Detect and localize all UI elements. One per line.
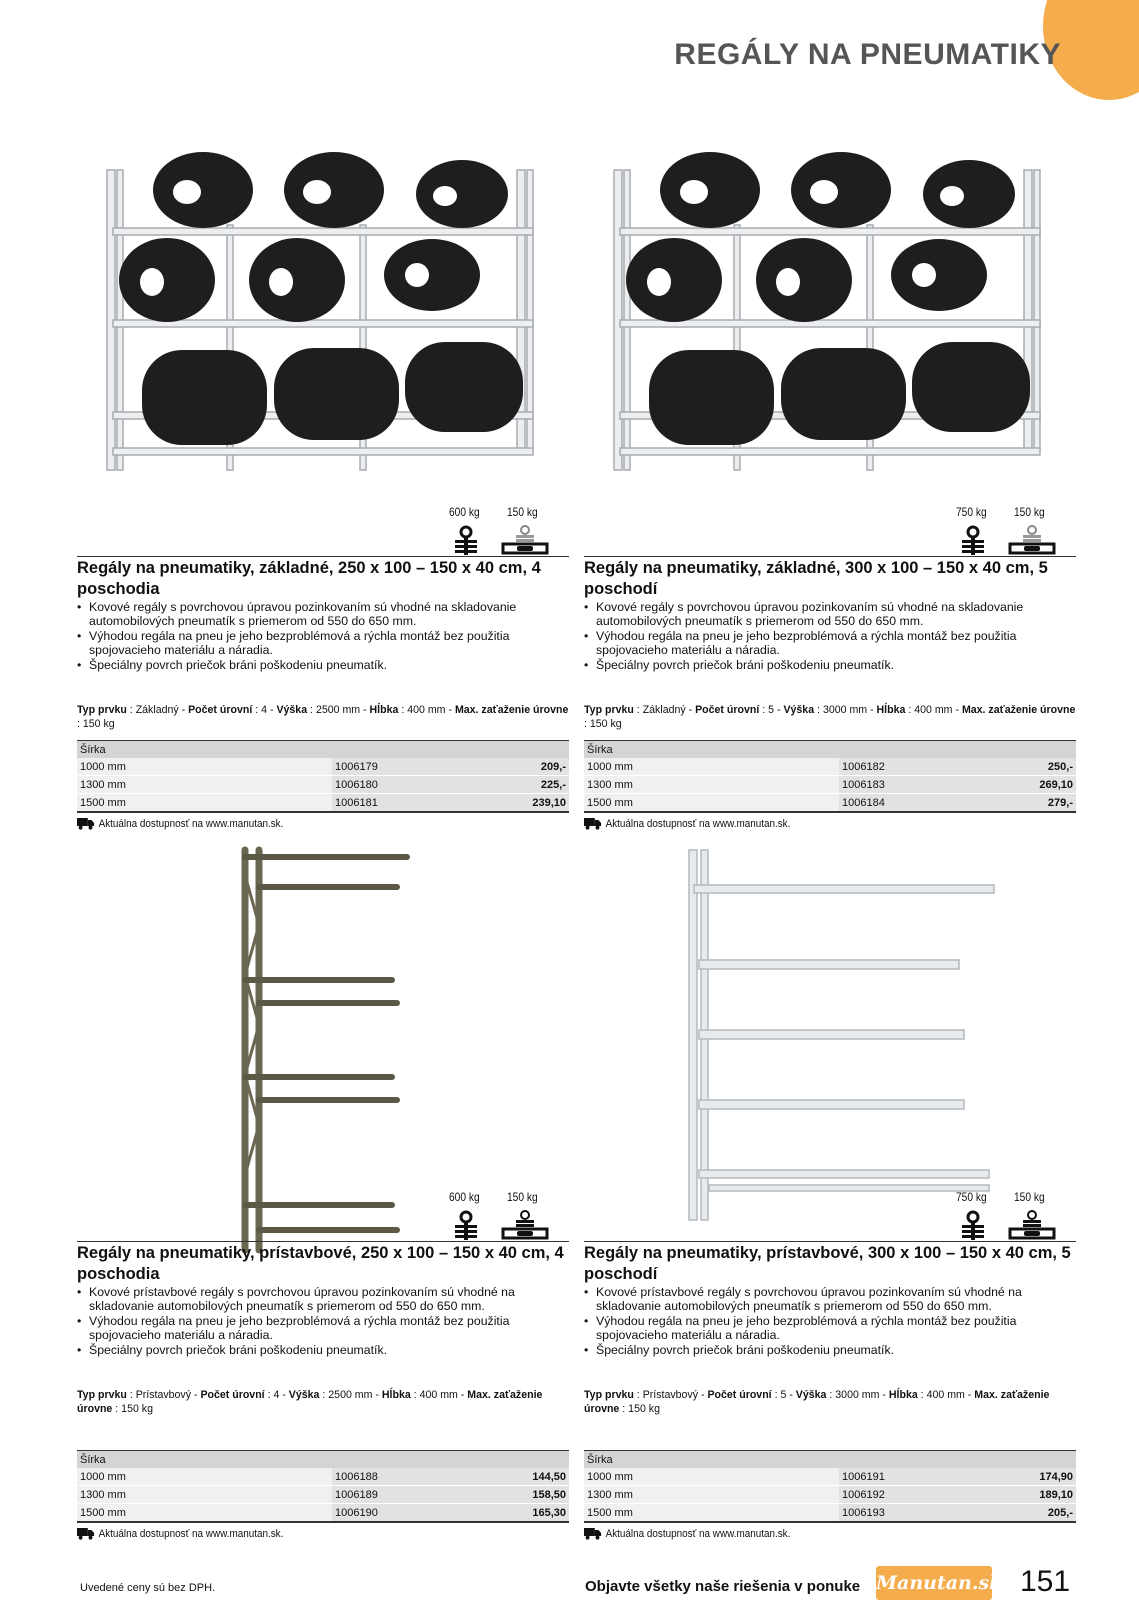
feature-item: • Kovové regály s povrchovou úpravou pozinkovaním sú vhodné na skladovanie automobilových pneumatík s priemerom od 550 do 650 mm. (77, 600, 569, 629)
rack-load-label: 600 kg (449, 505, 480, 519)
availability-note[interactable]: Aktuálna dostupnosť na www.manutan.sk. (584, 817, 790, 830)
table-row: 1000 mm 1006182 250,- (584, 758, 1076, 776)
product-specs: Typ prvku : Základný - Počet úrovní : 5 - Výška : 3000 mm - Hĺbka : 400 mm - Max. zaťaženie úrovne : 150 kg (584, 704, 1076, 730)
rack-load-icon (960, 1210, 986, 1240)
feature-item: • Špeciálny povrch priečok bráni poškodeniu pneumatík. (584, 1343, 1076, 1357)
page-title: REGÁLY NA PNEUMATIKY (674, 38, 1061, 71)
product-card (77, 150, 569, 830)
truck-icon (584, 817, 602, 830)
shelf-load-icon (1008, 1210, 1056, 1240)
vat-note: Uvedené ceny sú bez DPH. (80, 1582, 216, 1594)
product-title: Regály na pneumatiky, základné, 300 x 100 – 150 x 40 cm, 5 poschodí (584, 559, 1048, 598)
shelf-load-label: 150 kg (1014, 1190, 1045, 1204)
table-header: Šírka (77, 1451, 569, 1469)
table-header: Šírka (584, 1451, 1076, 1469)
shelf-load-icon (501, 1210, 549, 1240)
feature-item: • Výhodou regála na pneu je jeho bezproblémová a rýchla montáž bez použitia spojovacieho materiálu a náradia. (584, 629, 1076, 658)
shelf-load-icon (501, 525, 549, 555)
table-row: 1000 mm 1006191 174,90 (584, 1468, 1076, 1486)
product-card (584, 150, 1076, 830)
availability-note[interactable]: Aktuálna dostupnosť na www.manutan.sk. (77, 1527, 283, 1540)
product-title: Regály na pneumatiky, prístavbové, 250 x 100 – 150 x 40 cm, 4 poschodia (77, 1244, 564, 1283)
feature-item: • Výhodou regála na pneu je jeho bezproblémová a rýchla montáž bez použitia spojovacieho materiálu a náradia. (77, 629, 569, 658)
product-features (584, 1285, 1076, 1357)
product-features (77, 600, 569, 672)
table-row: 1500 mm 1006181 239,10 (77, 794, 569, 813)
price-table (584, 740, 1076, 813)
table-row: 1500 mm 1006190 165,30 (77, 1504, 569, 1523)
rack-load-label: 600 kg (449, 1190, 480, 1204)
feature-item: • Výhodou regála na pneu je jeho bezproblémová a rýchla montáž bez použitia spojovacieho materiálu a náradia. (584, 1314, 1076, 1343)
price-table (77, 1450, 569, 1523)
page-number: 151 (1020, 1565, 1071, 1598)
weight-info (449, 1190, 559, 1240)
feature-item: • Kovové regály s povrchovou úpravou pozinkovaním sú vhodné na skladovanie automobilových pneumatík s priemerom od 550 do 650 mm. (584, 600, 1076, 629)
table-row: 1300 mm 1006192 189,10 (584, 1486, 1076, 1504)
table-row: 1000 mm 1006188 144,50 (77, 1468, 569, 1486)
truck-icon (77, 1527, 95, 1540)
product-card (584, 845, 1076, 1540)
availability-note[interactable]: Aktuálna dostupnosť na www.manutan.sk. (584, 1527, 790, 1540)
price-table (77, 740, 569, 813)
weight-info (956, 1190, 1066, 1240)
table-row: 1300 mm 1006180 225,- (77, 776, 569, 794)
shelf-load-label: 150 kg (507, 505, 538, 519)
shelf-load-label: 150 kg (507, 1190, 538, 1204)
product-specs: Typ prvku : Prístavbový - Počet úrovní : 4 - Výška : 2500 mm - Hĺbka : 400 mm - Max. zaťaženie úrovne : 150 kg (77, 1389, 543, 1415)
table-header: Šírka (77, 741, 569, 759)
rack-load-icon (960, 525, 986, 555)
price-table (584, 1450, 1076, 1523)
table-header: Šírka (584, 741, 1076, 759)
feature-item: • Výhodou regála na pneu je jeho bezproblémová a rýchla montáž bez použitia spojovacieho materiálu a náradia. (77, 1314, 569, 1343)
product-card (77, 845, 569, 1540)
table-row: 1300 mm 1006189 158,50 (77, 1486, 569, 1504)
product-features (77, 1285, 569, 1357)
table-row: 1000 mm 1006179 209,- (77, 758, 569, 776)
feature-item: • Kovové prístavbové regály s povrchovou úpravou pozinkovaním sú vhodné na skladovanie automobilových pneumatík s priemerom od 550 do 650 mm. (584, 1285, 1076, 1314)
rack-load-icon (453, 1210, 479, 1240)
product-image-tyre-rack (584, 150, 1076, 480)
table-row: 1500 mm 1006184 279,- (584, 794, 1076, 813)
rack-load-label: 750 kg (956, 505, 987, 519)
rack-load-label: 750 kg (956, 1190, 987, 1204)
truck-icon (77, 817, 95, 830)
weight-info (449, 505, 559, 555)
product-image-tyre-rack (77, 150, 569, 480)
table-row: 1500 mm 1006193 205,- (584, 1504, 1076, 1523)
footer-cta: Objavte všetky naše riešenia v ponuke (585, 1578, 861, 1595)
feature-item: • Špeciálny povrch priečok bráni poškodeniu pneumatík. (77, 658, 569, 672)
truck-icon (584, 1527, 602, 1540)
manutan-logo[interactable]: Manutan.sk (876, 1566, 992, 1600)
product-specs: Typ prvku : Prístavbový - Počet úrovní : 5 - Výška : 3000 mm - Hĺbka : 400 mm - Max. zaťaženie úrovne : 150 kg (584, 1389, 1050, 1415)
rack-load-icon (453, 525, 479, 555)
product-title: Regály na pneumatiky, základné, 250 x 100 – 150 x 40 cm, 4 poschodia (77, 559, 541, 598)
shelf-load-label: 150 kg (1014, 505, 1045, 519)
table-row: 1300 mm 1006183 269,10 (584, 776, 1076, 794)
product-features (584, 600, 1076, 672)
feature-item: • Kovové prístavbové regály s povrchovou úpravou pozinkovaním sú vhodné na skladovanie automobilových pneumatík s priemerom od 550 do 650 mm. (77, 1285, 569, 1314)
product-title: Regály na pneumatiky, prístavbové, 300 x 100 – 150 x 40 cm, 5 poschodí (584, 1244, 1071, 1283)
feature-item: • Špeciálny povrch priečok bráni poškodeniu pneumatík. (77, 1343, 569, 1357)
feature-item: • Špeciálny povrch priečok bráni poškodeniu pneumatík. (584, 658, 1076, 672)
shelf-load-icon (1008, 525, 1056, 555)
product-specs: Typ prvku : Základný - Počet úrovní : 4 - Výška : 2500 mm - Hĺbka : 400 mm - Max. zaťaženie úrovne : 150 kg (77, 704, 569, 730)
availability-note[interactable]: Aktuálna dostupnosť na www.manutan.sk. (77, 817, 283, 830)
weight-info (956, 505, 1066, 555)
